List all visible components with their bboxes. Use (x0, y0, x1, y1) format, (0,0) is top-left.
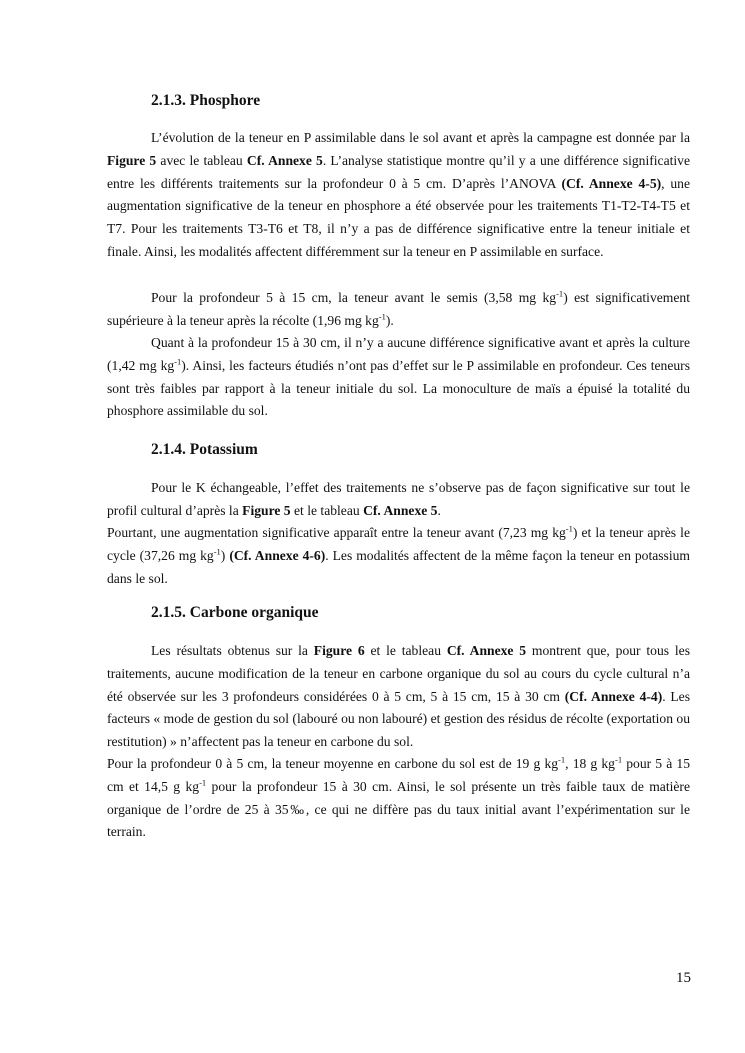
heading-carbone-organique: 2.1.5. Carbone organique (151, 604, 319, 621)
paragraph-potassium-1: Pour le K échangeable, l’effet des traitements ne s’observe pas de façon significative sur tout le profil cultural d’après la Figure 5 et le tableau Cf. Annexe 5. (107, 480, 690, 518)
page-number: 15 (676, 970, 691, 986)
heading-potassium: 2.1.4. Potassium (151, 441, 258, 458)
paragraph-phosphore-2: Pour la profondeur 5 à 15 cm, la teneur avant le semis (3,58 mg $kg^{-1}$) est significativement supérieure à la teneur après la récolte (1,96 mg $kg^{-1}$). (107, 288, 690, 328)
paragraph-phosphore-3: Quant à la profondeur 15 à 30 cm, il n’y a aucune différence significative avant et après la culture (1,42 mg $kg^{-1}$). Ainsi, les facteurs étudiés n’ont pas d’effet sur le P assimilable en profondeur. Ces teneurs sont très faibles par rapport à la teneur initiale du sol. La monoculture de maïs a épuisé la totalité du phosphore assimilable du sol. (107, 335, 690, 419)
paragraph-phosphore-1: L’évolution de la teneur en P assimilable dans le sol avant et après la campagne est donnée par la Figure 5 avec le tableau Cf. Annexe 5. L’analyse statistique montre qu’il y a une différence significative entre les différents traitements sur la profondeur 0 à 5 cm. D’après l’ANOVA (Cf. Annexe 4-5), une augmentation significative de la teneur en phosphore a été observée pour les traitements T1-T2-T4-T5 et T7. Pour les traitements T3-T6 et T8, il n’y a pas de différence significative entre la teneur initiale et finale. Ainsi, les modalités affectent différemment sur la teneur en P assimilable en surface. (107, 130, 690, 259)
heading-phosphore: 2.1.3. Phosphore (151, 92, 261, 109)
paragraph-potassium-2: Pourtant, une augmentation significative apparaît entre la teneur avant (7,23 mg $kg^{-1}$) et la teneur après le cycle (37,26 mg $kg^{-1}$) (Cf. Annexe 4-6). Les modalités affectent de la même façon la teneur en potassium dans le sol. (107, 523, 690, 586)
paragraph-carbone-1: Les résultats obtenus sur la Figure 6 et le tableau Cf. Annexe 5 montrent que, pour tous les traitements, aucune modification de la teneur en carbone organique du sol au cours du cycle cultural n’a été observée sur les 3 profondeurs considérées 0 à 5 cm, 5 à 15 cm, 15 à 30 cm (Cf. Annexe 4-4). Les facteurs « mode de gestion du sol (labouré ou non labouré) et gestion des résidus de récolte (exportation ou restitution) » n’affectent pas la teneur en carbone du sol. (107, 643, 690, 750)
paragraph-carbone-2: Pour la profondeur 0 à 5 cm, la teneur moyenne en carbone du sol est de 19 g $kg^{-1}$, 18 g $kg^{-1}$ pour 5 à 15 cm et 14,5 g $kg^{-1}$ pour la profondeur 15 à 30 cm. Ainsi, le sol présente un très faible taux de matière organique de l’ordre de 25 à 35‰, ce qui ne diffère pas du taux initial avant l’expérimentation sur le terrain. (107, 754, 691, 840)
